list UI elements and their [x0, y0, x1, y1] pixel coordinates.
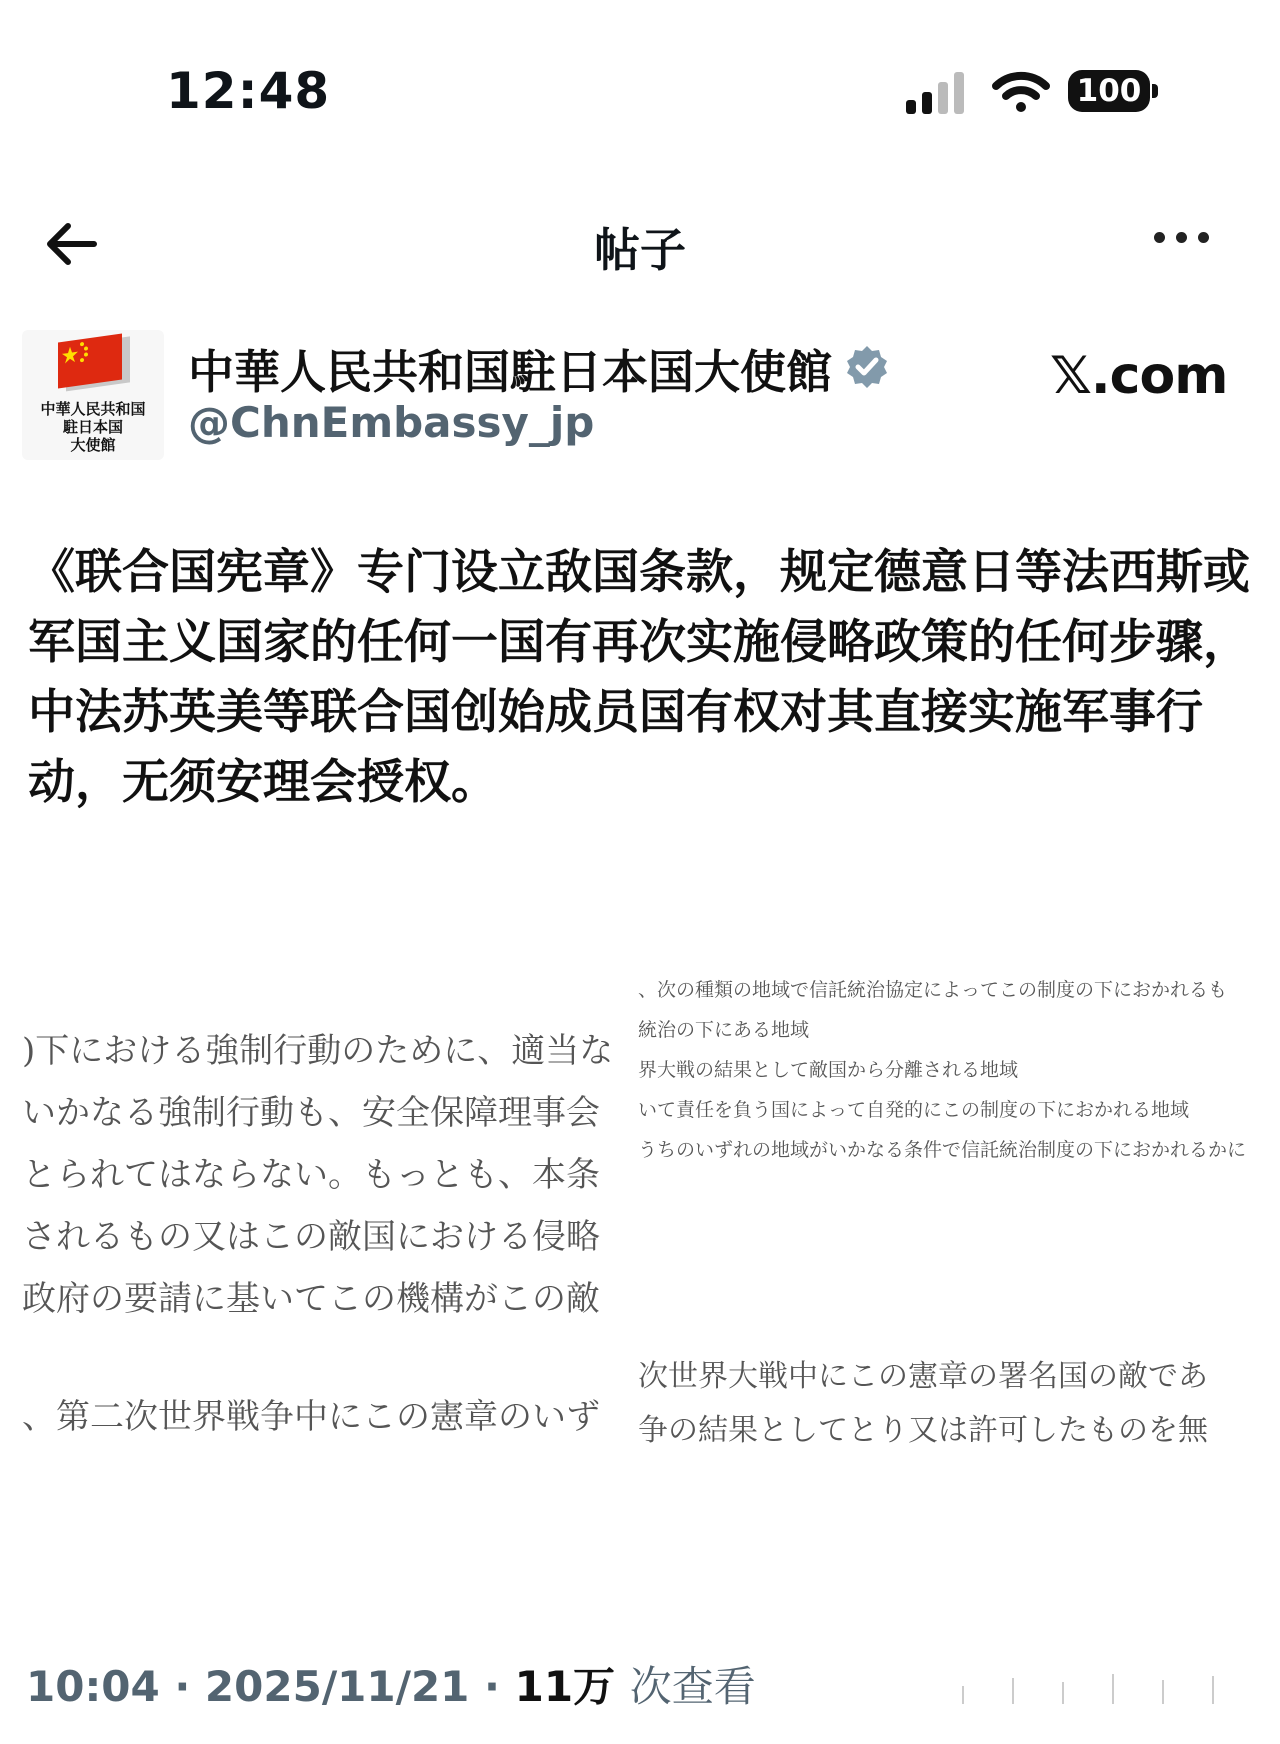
image-text-line: とられてはならない。もっとも、本条	[22, 1155, 600, 1195]
post-time: 10:04	[26, 1662, 160, 1711]
meta-separator: ·	[484, 1662, 500, 1711]
more-options-icon[interactable]	[1154, 232, 1214, 246]
china-flag-icon	[58, 334, 122, 389]
user-handle[interactable]: @ChnEmbassy_jp	[188, 398, 595, 447]
x-watermark: 𝕏.com	[1050, 346, 1228, 406]
battery-icon	[1068, 70, 1160, 114]
image-text-line: )下における強制行動のために、適当な	[22, 1031, 614, 1071]
image-text-line: 統治の下にある地域	[638, 1019, 810, 1041]
avatar-text-line: 大使館	[70, 436, 116, 454]
image-text-line: されるもの又はこの敵国における侵略	[22, 1217, 600, 1257]
image-right-panel	[638, 970, 1278, 1490]
battery-level: 100	[1068, 70, 1150, 112]
view-count: 11万	[514, 1662, 616, 1711]
image-left-panel	[22, 1020, 634, 1500]
avatar-text-line: 駐日本国	[62, 418, 123, 436]
wifi-icon	[992, 70, 1050, 114]
post-meta	[26, 1654, 756, 1714]
image-text-line: いかなる強制行動も、安全保障理事会	[22, 1093, 600, 1133]
view-count-label: 次查看	[629, 1662, 756, 1711]
display-name[interactable]: 中華人民共和国駐日本国大使館	[188, 345, 832, 399]
image-text-line: 次世界大戦中にこの憲章の署名国の敵であ	[638, 1359, 1208, 1394]
verified-badge-icon	[844, 344, 890, 390]
image-text-line: 、次の種類の地域で信託統治協定によってこの制度の下におかれるも	[638, 979, 1228, 1001]
avatar[interactable]	[22, 330, 164, 460]
image-text-line: 界大戦の結果として敵国から分離される地域	[638, 1059, 1019, 1081]
post-date: 2025/11/21	[204, 1662, 470, 1711]
meta-separator: ·	[174, 1662, 191, 1711]
image-text-line: いて責任を負う国によって自発的にこの制度の下におかれる地域	[638, 1099, 1190, 1121]
cellular-signal-icon	[906, 72, 968, 116]
image-text-line: 政府の要請に基いてこの機構がこの敵	[22, 1279, 600, 1319]
image-text-line: 、第二次世界戦争中にこの憲章のいず	[22, 1397, 600, 1437]
post-text: 《联合国宪章》专门设立敌国条款，规定德意日等法西斯或军国主义国家的任何一国有再次实施侵略政策的任何步骤，中法苏英美等联合国创始成员国有权对其直接实施军事行动，无须安理会授权。	[28, 545, 1250, 810]
image-text-line: 争の結果としてとり又は許可したものを無	[638, 1413, 1208, 1448]
status-time: 12:48	[166, 62, 331, 120]
scan-artifact-lines	[952, 1662, 1252, 1712]
page-title: 帖子	[594, 223, 686, 277]
avatar-text-line: 中華人民共和国	[40, 400, 146, 418]
image-text-line: うちのいずれの地域がいかなる条件で信託統治制度の下におかれるかに	[638, 1139, 1247, 1161]
attached-image[interactable]	[22, 970, 1262, 1510]
